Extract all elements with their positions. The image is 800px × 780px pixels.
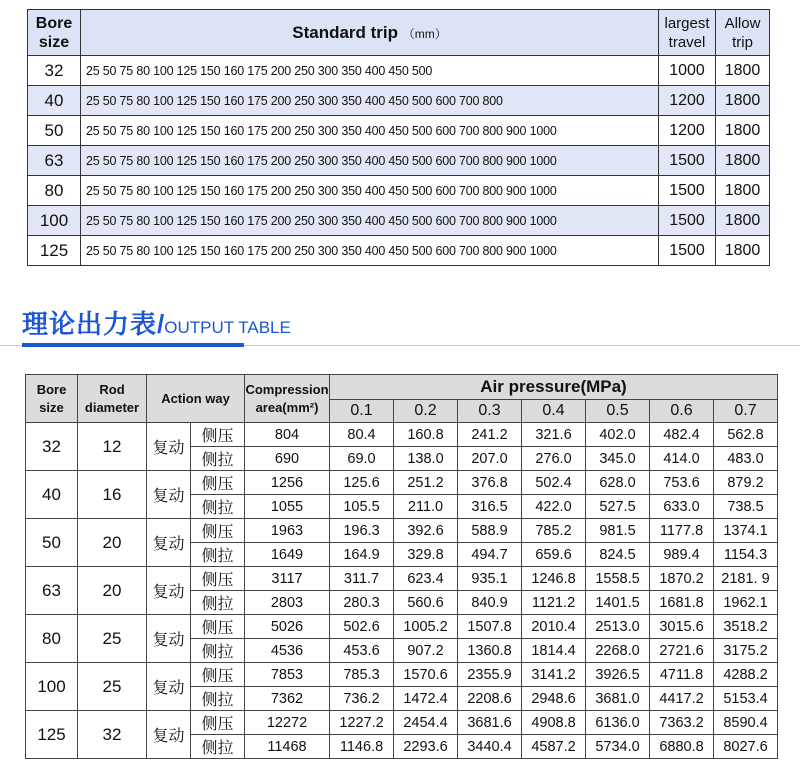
area-cell: 804 <box>245 423 330 447</box>
area-cell: 1963 <box>245 519 330 543</box>
force-cell: 588.9 <box>458 519 522 543</box>
mode-cell: 侧压 <box>191 615 245 639</box>
section-accent-bar <box>22 343 244 347</box>
compression-header-line2: area(mm²) <box>255 399 319 415</box>
force-cell: 422.0 <box>522 495 586 519</box>
force-cell: 211.0 <box>394 495 458 519</box>
force-cell: 1146.8 <box>330 735 394 759</box>
bore-cell: 80 <box>28 176 81 206</box>
table-row <box>26 711 778 735</box>
largest-cell: 1200 <box>659 86 716 116</box>
rod-cell: 16 <box>78 471 147 519</box>
bore-cell: 80 <box>26 615 78 663</box>
rod-cell: 20 <box>78 567 147 615</box>
stroke-table-header <box>28 10 770 56</box>
bore-header-line2: size <box>38 33 70 51</box>
force-cell: 1507.8 <box>458 615 522 639</box>
pressure-header-cell: 0.6 <box>650 400 714 423</box>
rod-cell: 20 <box>78 519 147 567</box>
force-cell: 402.0 <box>586 423 650 447</box>
allow-cell: 1800 <box>716 146 770 176</box>
force-cell: 1962.1 <box>714 591 778 615</box>
pressure-header-cell: 0.3 <box>458 400 522 423</box>
bore-cell: 100 <box>26 663 78 711</box>
force-cell: 321.6 <box>522 423 586 447</box>
area-cell: 2803 <box>245 591 330 615</box>
force-cell: 2181. 9 <box>714 567 778 591</box>
force-cell: 1360.8 <box>458 639 522 663</box>
bore-cell: 125 <box>26 711 78 759</box>
force-cell: 738.5 <box>714 495 778 519</box>
trip-header-label: Standard trip <box>292 22 399 42</box>
action-cell: 复动 <box>147 471 191 519</box>
force-cell: 160.8 <box>394 423 458 447</box>
bore-cell: 32 <box>26 423 78 471</box>
force-cell: 345.0 <box>586 447 650 471</box>
mode-cell: 侧压 <box>191 519 245 543</box>
table-row <box>26 567 778 591</box>
largest-header-line2: travel <box>668 33 706 51</box>
force-cell: 1870.2 <box>650 567 714 591</box>
action-way-header: Action way <box>147 375 245 423</box>
trip-cell: 25 50 75 80 100 125 150 160 175 200 250 300 350 400 450 500 600 700 800 900 1000 <box>81 206 659 236</box>
allow-cell: 1800 <box>716 86 770 116</box>
largest-header-line1: largest <box>664 14 710 32</box>
force-cell: 376.8 <box>458 471 522 495</box>
force-cell: 280.3 <box>330 591 394 615</box>
force-cell: 2721.6 <box>650 639 714 663</box>
force-cell: 494.7 <box>458 543 522 567</box>
table-row <box>28 86 770 116</box>
force-cell: 276.0 <box>522 447 586 471</box>
compression-header-line1: Compression <box>245 381 329 397</box>
force-cell: 251.2 <box>394 471 458 495</box>
action-cell: 复动 <box>147 615 191 663</box>
mode-cell: 侧拉 <box>191 639 245 663</box>
mode-cell: 侧拉 <box>191 687 245 711</box>
bore-cell: 40 <box>26 471 78 519</box>
force-cell: 196.3 <box>330 519 394 543</box>
bore-size-header <box>26 375 78 423</box>
force-cell: 6880.8 <box>650 735 714 759</box>
force-cell: 1177.8 <box>650 519 714 543</box>
force-cell: 4288.2 <box>714 663 778 687</box>
force-cell: 329.8 <box>394 543 458 567</box>
force-cell: 935.1 <box>458 567 522 591</box>
force-cell: 3681.6 <box>458 711 522 735</box>
force-cell: 3518.2 <box>714 615 778 639</box>
table-row <box>26 423 778 447</box>
bore-header-line1: Bore <box>36 381 67 397</box>
output-table-header <box>26 375 778 400</box>
rod-diameter-header <box>78 375 147 423</box>
pressure-header-cell: 0.7 <box>714 400 778 423</box>
rod-cell: 12 <box>78 423 147 471</box>
force-cell: 824.5 <box>586 543 650 567</box>
bore-cell: 100 <box>28 206 81 236</box>
force-cell: 562.8 <box>714 423 778 447</box>
force-cell: 2355.9 <box>458 663 522 687</box>
force-cell: 5734.0 <box>586 735 650 759</box>
air-pressure-header: Air pressure(MPa) <box>330 375 778 400</box>
force-cell: 316.5 <box>458 495 522 519</box>
force-cell: 4908.8 <box>522 711 586 735</box>
force-cell: 907.2 <box>394 639 458 663</box>
action-cell: 复动 <box>147 711 191 759</box>
table-row <box>28 56 770 86</box>
table-row <box>28 206 770 236</box>
force-cell: 981.5 <box>586 519 650 543</box>
area-cell: 4536 <box>245 639 330 663</box>
trip-cell: 25 50 75 80 100 125 150 160 175 200 250 300 350 400 450 500 600 700 800 900 1000 <box>81 146 659 176</box>
mode-cell: 侧拉 <box>191 495 245 519</box>
output-table <box>25 374 778 759</box>
rod-cell: 25 <box>78 663 147 711</box>
largest-cell: 1000 <box>659 56 716 86</box>
bore-size-header <box>28 10 81 56</box>
mode-cell: 侧压 <box>191 567 245 591</box>
force-cell: 2208.6 <box>458 687 522 711</box>
allow-trip-header <box>716 10 770 56</box>
trip-cell: 25 50 75 80 100 125 150 160 175 200 250 300 350 400 450 500 600 700 800 900 1000 <box>81 236 659 266</box>
standard-trip-header <box>81 10 659 56</box>
action-cell: 复动 <box>147 567 191 615</box>
bore-cell: 63 <box>28 146 81 176</box>
force-cell: 785.3 <box>330 663 394 687</box>
force-cell: 502.4 <box>522 471 586 495</box>
force-cell: 628.0 <box>586 471 650 495</box>
bore-cell: 125 <box>28 236 81 266</box>
pressure-header-cell: 0.2 <box>394 400 458 423</box>
force-cell: 3175.2 <box>714 639 778 663</box>
rod-cell: 25 <box>78 615 147 663</box>
force-cell: 1005.2 <box>394 615 458 639</box>
force-cell: 7363.2 <box>650 711 714 735</box>
allow-header-line1: Allow <box>724 14 761 32</box>
mode-cell: 侧压 <box>191 423 245 447</box>
force-cell: 527.5 <box>586 495 650 519</box>
force-cell: 164.9 <box>330 543 394 567</box>
allow-cell: 1800 <box>716 116 770 146</box>
section-title-cn: 理论出力表 <box>22 309 158 339</box>
bore-cell: 50 <box>26 519 78 567</box>
allow-header-line2: trip <box>732 33 753 51</box>
mode-cell: 侧拉 <box>191 735 245 759</box>
trip-cell: 25 50 75 80 100 125 150 160 175 200 250 300 350 400 450 500 600 700 800 900 1000 <box>81 176 659 206</box>
allow-cell: 1800 <box>716 56 770 86</box>
area-cell: 11468 <box>245 735 330 759</box>
force-cell: 4711.8 <box>650 663 714 687</box>
area-cell: 3117 <box>245 567 330 591</box>
action-cell: 复动 <box>147 519 191 567</box>
largest-cell: 1500 <box>659 236 716 266</box>
force-cell: 125.6 <box>330 471 394 495</box>
allow-cell: 1800 <box>716 236 770 266</box>
area-cell: 12272 <box>245 711 330 735</box>
area-cell: 690 <box>245 447 330 471</box>
area-cell: 7853 <box>245 663 330 687</box>
force-cell: 1246.8 <box>522 567 586 591</box>
force-cell: 1227.2 <box>330 711 394 735</box>
force-cell: 414.0 <box>650 447 714 471</box>
force-cell: 483.0 <box>714 447 778 471</box>
force-cell: 560.6 <box>394 591 458 615</box>
force-cell: 4587.2 <box>522 735 586 759</box>
force-cell: 2948.6 <box>522 687 586 711</box>
allow-cell: 1800 <box>716 176 770 206</box>
force-cell: 2268.0 <box>586 639 650 663</box>
force-cell: 3015.6 <box>650 615 714 639</box>
area-cell: 1649 <box>245 543 330 567</box>
largest-cell: 1500 <box>659 206 716 236</box>
mode-cell: 侧拉 <box>191 543 245 567</box>
mode-cell: 侧压 <box>191 471 245 495</box>
table-row <box>26 663 778 687</box>
force-cell: 1374.1 <box>714 519 778 543</box>
force-cell: 6136.0 <box>586 711 650 735</box>
table-row <box>28 176 770 206</box>
force-cell: 138.0 <box>394 447 458 471</box>
force-cell: 482.4 <box>650 423 714 447</box>
mode-cell: 侧压 <box>191 663 245 687</box>
force-cell: 3681.0 <box>586 687 650 711</box>
table-row <box>26 615 778 639</box>
force-cell: 1814.4 <box>522 639 586 663</box>
force-cell: 241.2 <box>458 423 522 447</box>
table-row <box>28 116 770 146</box>
force-cell: 1154.3 <box>714 543 778 567</box>
mode-cell: 侧拉 <box>191 447 245 471</box>
action-cell: 复动 <box>147 663 191 711</box>
action-cell: 复动 <box>147 423 191 471</box>
force-cell: 453.6 <box>330 639 394 663</box>
force-cell: 392.6 <box>394 519 458 543</box>
trip-cell: 25 50 75 80 100 125 150 160 175 200 250 300 350 400 450 500 600 700 800 900 1000 <box>81 116 659 146</box>
rod-header-line1: Rod <box>99 381 125 397</box>
table-row <box>28 236 770 266</box>
section-title-slash: / <box>157 309 165 339</box>
rod-header-line2: diameter <box>84 399 140 415</box>
mode-cell: 侧压 <box>191 711 245 735</box>
force-cell: 105.5 <box>330 495 394 519</box>
force-cell: 840.9 <box>458 591 522 615</box>
largest-cell: 1500 <box>659 146 716 176</box>
force-cell: 80.4 <box>330 423 394 447</box>
area-cell: 1055 <box>245 495 330 519</box>
force-cell: 989.4 <box>650 543 714 567</box>
force-cell: 3926.5 <box>586 663 650 687</box>
area-cell: 7362 <box>245 687 330 711</box>
force-cell: 502.6 <box>330 615 394 639</box>
bore-cell: 50 <box>28 116 81 146</box>
force-cell: 5153.4 <box>714 687 778 711</box>
force-cell: 785.2 <box>522 519 586 543</box>
trip-cell: 25 50 75 80 100 125 150 160 175 200 250 300 350 400 450 500 <box>81 56 659 86</box>
force-cell: 69.0 <box>330 447 394 471</box>
force-cell: 2513.0 <box>586 615 650 639</box>
bore-cell: 63 <box>26 567 78 615</box>
largest-cell: 1500 <box>659 176 716 206</box>
trip-header-unit: （mm） <box>402 26 447 41</box>
force-cell: 1472.4 <box>394 687 458 711</box>
force-cell: 2454.4 <box>394 711 458 735</box>
table-row <box>26 471 778 495</box>
force-cell: 753.6 <box>650 471 714 495</box>
force-cell: 1558.5 <box>586 567 650 591</box>
table-row <box>26 519 778 543</box>
largest-travel-header <box>659 10 716 56</box>
pressure-header-cell: 0.1 <box>330 400 394 423</box>
force-cell: 879.2 <box>714 471 778 495</box>
force-cell: 3440.4 <box>458 735 522 759</box>
force-cell: 2010.4 <box>522 615 586 639</box>
rod-cell: 32 <box>78 711 147 759</box>
bore-cell: 40 <box>28 86 81 116</box>
compression-area-header <box>245 375 330 423</box>
force-cell: 659.6 <box>522 543 586 567</box>
area-cell: 5026 <box>245 615 330 639</box>
force-cell: 1401.5 <box>586 591 650 615</box>
force-cell: 736.2 <box>330 687 394 711</box>
allow-cell: 1800 <box>716 206 770 236</box>
section-heading <box>22 304 291 340</box>
force-cell: 1121.2 <box>522 591 586 615</box>
pressure-header-cell: 0.5 <box>586 400 650 423</box>
force-cell: 633.0 <box>650 495 714 519</box>
force-cell: 4417.2 <box>650 687 714 711</box>
force-cell: 1681.8 <box>650 591 714 615</box>
bore-cell: 32 <box>28 56 81 86</box>
trip-cell: 25 50 75 80 100 125 150 160 175 200 250 300 350 400 450 500 600 700 800 <box>81 86 659 116</box>
pressure-header-cell: 0.4 <box>522 400 586 423</box>
largest-cell: 1200 <box>659 116 716 146</box>
stroke-table <box>27 9 770 266</box>
force-cell: 8027.6 <box>714 735 778 759</box>
force-cell: 2293.6 <box>394 735 458 759</box>
table-row <box>28 146 770 176</box>
force-cell: 311.7 <box>330 567 394 591</box>
mode-cell: 侧拉 <box>191 591 245 615</box>
section-title-en: OUTPUT TABLE <box>164 318 291 337</box>
bore-header-line2: size <box>39 399 64 415</box>
force-cell: 207.0 <box>458 447 522 471</box>
force-cell: 623.4 <box>394 567 458 591</box>
force-cell: 3141.2 <box>522 663 586 687</box>
area-cell: 1256 <box>245 471 330 495</box>
force-cell: 1570.6 <box>394 663 458 687</box>
bore-header-line1: Bore <box>35 14 73 32</box>
force-cell: 8590.4 <box>714 711 778 735</box>
